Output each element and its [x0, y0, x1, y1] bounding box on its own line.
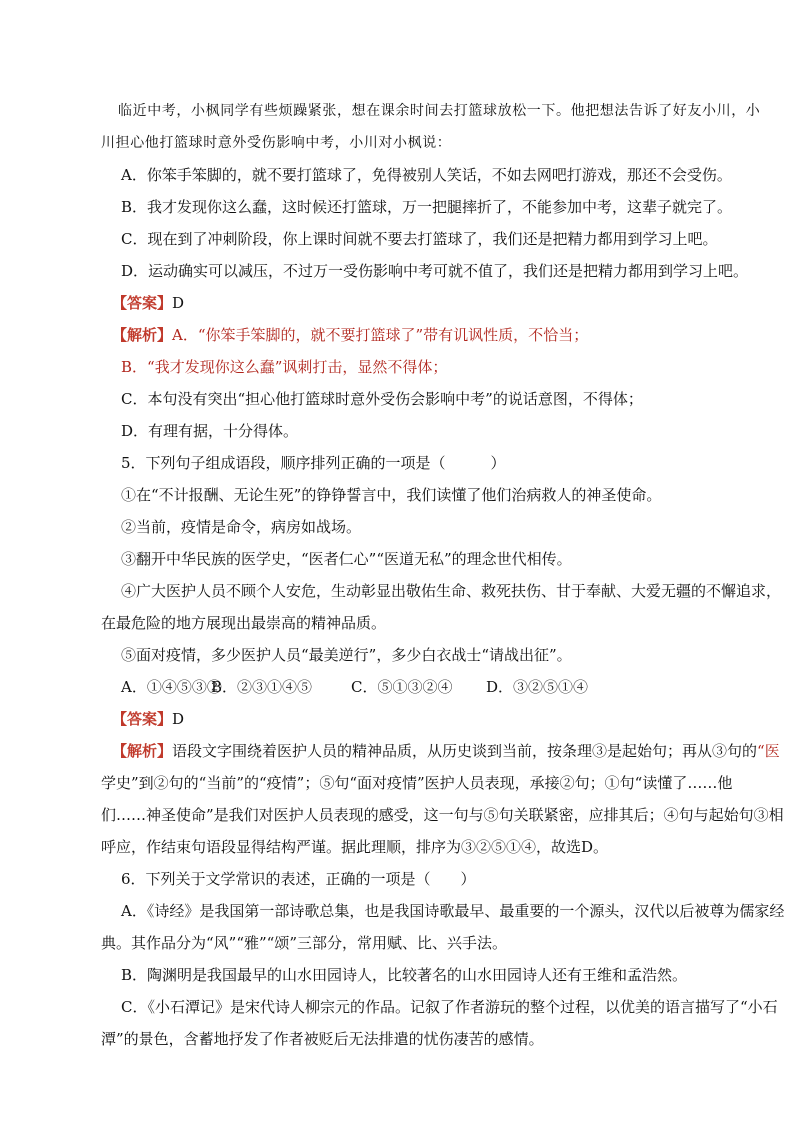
q5-analysis-line-4: 呼应，作结束句语段显得结构严谨。据此理顺，排序为③②⑤①④，故选D。	[101, 838, 609, 856]
q6-option-b: B．陶渊明是我国最早的山水田园诗人，比较著名的山水田园诗人还有王维和孟浩然。	[121, 966, 688, 984]
q4-stem-line-2: 川担心他打篮球时意外受伤影响中考，小川对小枫说：	[101, 135, 452, 151]
q5-option-d: D．③②⑤①④	[486, 678, 589, 696]
q4-option-c: C．现在到了冲刺阶段，你上课时间就不要去打篮球了，我们还是把精力都用到学习上吧。	[121, 230, 718, 248]
analysis-text: A．“你笨手笨脚的，就不要打篮球了”带有讥讽性质，不恰当；	[172, 326, 589, 344]
q5-answer	[112, 709, 752, 729]
q5-sentence-4-line-2: 在最危险的地方展现出最崇高的精神品质。	[101, 614, 387, 632]
answer-value: D	[172, 710, 185, 728]
q4-option-a: A．你笨手笨脚的，就不要打篮球了，免得被别人笑话，不如去网吧打游戏，那还不会受伤。	[121, 166, 732, 184]
q5-sentence-3: ③翻开中华民族的医学史，“医者仁心”“医道无私”的理念世代相传。	[121, 550, 572, 568]
q4-option-d: D．运动确实可以减压，不过万一受伤影响中考可就不值了，我们还是把精力都用到学习上吧。	[121, 262, 749, 280]
answer-value: D	[172, 294, 185, 312]
q5-stem: 5．下列句子组成语段，顺序排列正确的一项是（ ）	[121, 454, 506, 472]
q6-option-c-line-2: 潭”的景色，含蓄地抒发了作者被贬后无法排遣的忧伤凄苦的感情。	[101, 1030, 544, 1048]
q5-sentence-4-line-1: ④广大医护人员不顾个人安危，生动彰显出敬佑生命、救死扶伤、甘于奉献、大爱无疆的不懈追求，	[121, 582, 782, 600]
q5-analysis-line-1	[112, 741, 780, 761]
q5-sentence-5: ⑤面对疫情，多少医护人员“最美逆行”，多少白衣战士“请战出征”。	[121, 646, 572, 664]
q6-option-a-line-1: A．《诗经》是我国第一部诗歌总集，也是我国诗歌最早、最重要的一个源头，汉代以后被尊为儒家经	[121, 902, 785, 920]
q5-analysis-line-2: 学史”到②句的“当前”的“疫情”；⑤句“面对疫情”医护人员表现，承接②句；①句“读懂了……他	[101, 774, 733, 792]
answer-tag: 【答案】	[112, 710, 173, 728]
q4-stem-line-1: 临近中考，小枫同学有些烦躁紧张，想在课余时间去打篮球放松一下。他把想法告诉了好友小川，小	[118, 103, 761, 119]
q5-option-b: B．②③①④⑤	[211, 678, 313, 696]
analysis-tag: 【解析】	[112, 742, 173, 760]
q4-analysis-a	[112, 325, 752, 345]
q4-analysis-d: D．有理有据，十分得体。	[121, 422, 299, 440]
q5-analysis-line-3: 们……神圣使命”是我们对医护人员表现的感受，这一句与⑤句关联紧密，应排其后；④句与起始句③相	[101, 806, 784, 824]
q4-analysis-c: C．本句没有突出“担心他打篮球时意外受伤会影响中考”的说话意图，不得体；	[121, 390, 643, 408]
q4-option-b: B．我才发现你这么蠢，这时候还打篮球，万一把腿摔折了，不能参加中考，这辈子就完了。	[121, 198, 733, 216]
q5-sentence-1: ①在“不计报酬、无论生死”的铮铮誓言中，我们读懂了他们治病救人的神圣使命。	[121, 486, 662, 504]
q5-option-a: A．①④⑤③②	[121, 678, 222, 696]
q5-options	[121, 677, 761, 697]
q6-option-a-line-2: 典。其作品分为“风”“雅”“颂”三部分，常用赋、比、兴手法。	[101, 934, 508, 952]
analysis-tag: 【解析】	[112, 326, 173, 344]
q4-answer	[112, 293, 752, 313]
answer-tag: 【答案】	[112, 294, 173, 312]
analysis-text: 语段文字围绕着医护人员的精神品质，从历史谈到当前，按条理③是起始句；再从③句的	[172, 742, 758, 760]
q6-option-c-line-1: C．《小石潭记》是宋代诗人柳宗元的作品。记叙了作者游玩的整个过程，以优美的语言描写了“小石	[121, 998, 778, 1016]
q5-option-c: C．⑤①③②④	[351, 678, 453, 696]
analysis-text-red: “医	[757, 742, 780, 760]
q6-stem: 6．下列关于文学常识的表述，正确的一项是（ ）	[121, 870, 476, 888]
q5-sentence-2: ②当前，疫情是命令，病房如战场。	[121, 518, 362, 536]
q4-analysis-b: B．“我才发现你这么蠢”讽刺打击，显然不得体；	[121, 358, 448, 376]
